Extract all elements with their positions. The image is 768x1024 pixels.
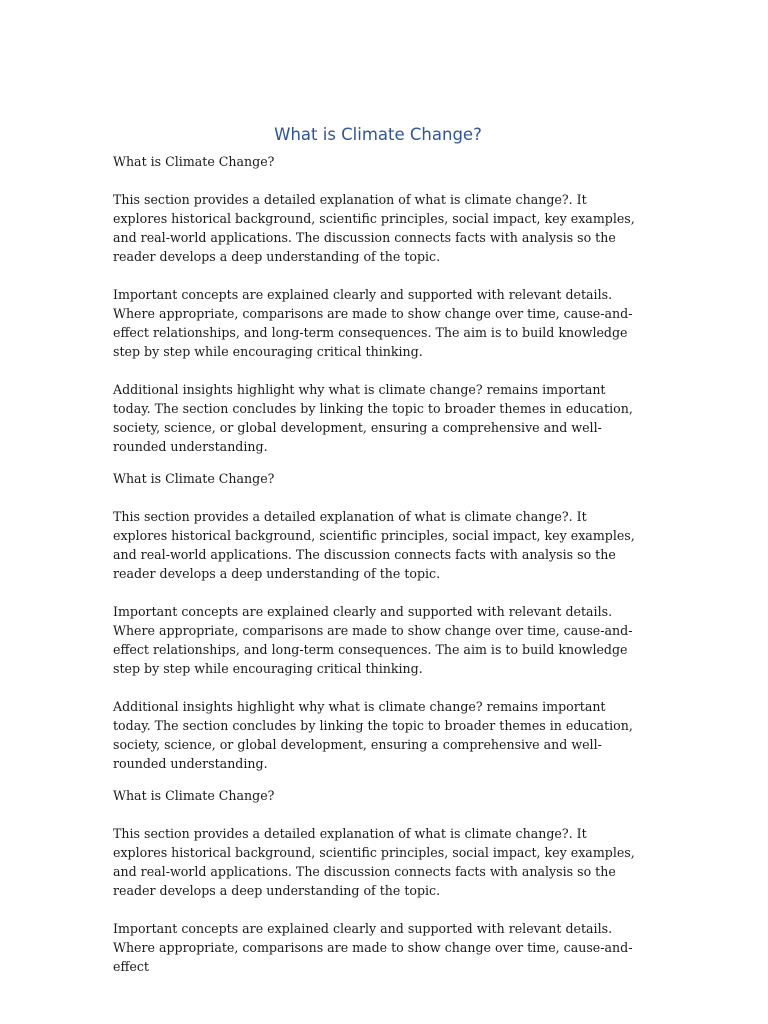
section-paragraph: Additional insights highlight why what is climate change? remains important today. The section concludes by linking the topic to broader themes in education, society, science, or global development, ensuring a comprehensive and well-rounded understanding.	[113, 382, 633, 454]
section-heading: What is Climate Change?	[113, 154, 275, 169]
section-heading: What is Climate Change?	[113, 471, 275, 486]
section	[113, 152, 643, 456]
section-paragraph: Important concepts are explained clearly and supported with relevant details. Where appropriate, comparisons are made to show change over time, cause-and-effect	[113, 921, 633, 974]
section-paragraph: This section provides a detailed explanation of what is climate change?. It explores historical background, scientific principles, social impact, key examples, and real-world applications. The discussion connects facts with analysis so the reader develops a deep understanding of the topic.	[113, 509, 635, 581]
section-paragraph: Important concepts are explained clearly and supported with relevant details. Where appropriate, comparisons are made to show change over time, cause-and-effect relationships, and long-term consequences. The aim is to build knowledge step by step while encouraging critical thinking.	[113, 287, 633, 359]
page-title: What is Climate Change?	[274, 125, 482, 144]
section	[113, 469, 643, 773]
section	[113, 786, 643, 976]
section-paragraph: Additional insights highlight why what is climate change? remains important today. The section concludes by linking the topic to broader themes in education, society, science, or global development, ensuring a comprehensive and well-rounded understanding.	[113, 699, 633, 771]
section-paragraph: Important concepts are explained clearly and supported with relevant details. Where appropriate, comparisons are made to show change over time, cause-and-effect relationships, and long-term consequences. The aim is to build knowledge step by step while encouraging critical thinking.	[113, 604, 633, 676]
document-body	[113, 123, 643, 995]
section-paragraph: This section provides a detailed explanation of what is climate change?. It explores historical background, scientific principles, social impact, key examples, and real-world applications. The discussion connects facts with analysis so the reader develops a deep understanding of the topic.	[113, 192, 635, 264]
section-paragraph: This section provides a detailed explanation of what is climate change?. It explores historical background, scientific principles, social impact, key examples, and real-world applications. The discussion connects facts with analysis so the reader develops a deep understanding of the topic.	[113, 826, 635, 898]
section-heading: What is Climate Change?	[113, 788, 275, 803]
